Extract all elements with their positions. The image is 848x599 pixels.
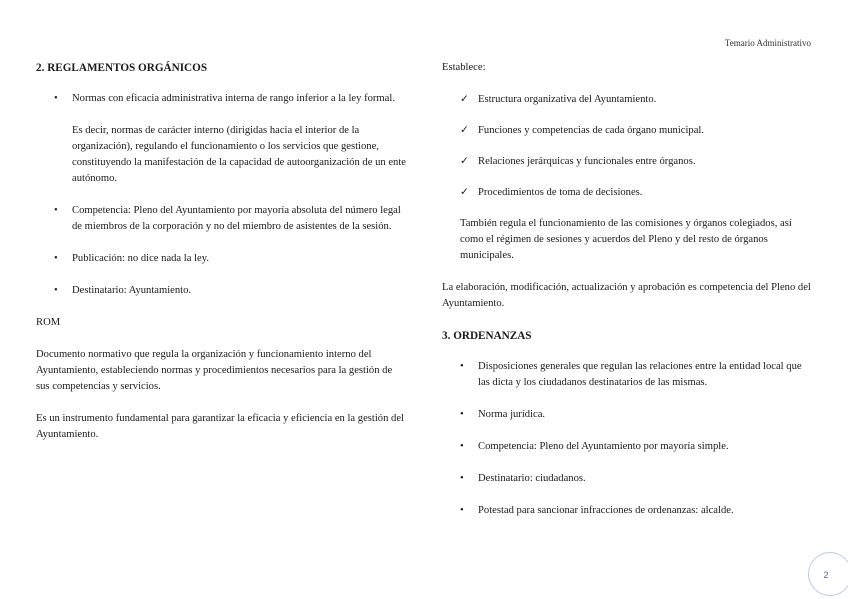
rom-paragraph: Es un instrumento fundamental para garantizar la eficacia y eficiencia en la gestión del Ayuntamiento. xyxy=(36,413,404,440)
section-heading-ordenanzas: 3. ORDENANZAS xyxy=(442,330,532,342)
ordenanzas-list xyxy=(442,359,812,519)
section-heading-reglamentos: 2. REGLAMENTOS ORGÁNICOS xyxy=(36,62,208,74)
page-number-badge xyxy=(808,552,848,596)
bullet-icon: • xyxy=(460,409,464,420)
list-item-text: Competencia: Pleno del Ayuntamiento por mayoría absoluta del número legal de miembros de la corporación y no del miembro de asistentes de la sesión. xyxy=(72,205,401,232)
reglamentos-list xyxy=(36,91,406,299)
check-icon: ✓ xyxy=(460,125,469,136)
list-item-text: Disposiciones generales que regulan las relaciones entre la entidad local que las dicta y los ciudadanos destinatarios de las mismas. xyxy=(478,361,802,388)
list-item-text: Norma jurídica. xyxy=(478,409,546,420)
list-item-text: Normas con eficacia administrativa interna de rango inferior a la ley formal. xyxy=(72,93,395,104)
running-header: Temario Administrativo xyxy=(724,38,811,48)
list-item xyxy=(36,91,406,187)
list-item xyxy=(442,439,812,455)
check-icon: ✓ xyxy=(460,156,469,167)
rom-label: ROM xyxy=(36,317,61,328)
establece-intro: Establece: xyxy=(442,62,486,73)
list-item xyxy=(442,359,812,391)
bullet-icon: • xyxy=(460,505,464,516)
list-item-text: Competencia: Pleno del Ayuntamiento por mayoría simple. xyxy=(478,441,729,452)
check-item-text: Estructura organizativa del Ayuntamiento. xyxy=(478,94,657,105)
left-column xyxy=(36,60,406,459)
bullet-icon: • xyxy=(54,253,58,264)
rom-paragraph: Documento normativo que regula la organización y funcionamiento interno del Ayuntamiento, estableciendo normas y procedimientos necesarios para la gestión de sus competencias y servicios. xyxy=(36,349,393,392)
bullet-icon: • xyxy=(460,473,464,484)
check-item-text: Funciones y competencias de cada órgano municipal. xyxy=(478,125,705,136)
elaboration-paragraph: La elaboración, modificación, actualización y aprobación es competencia del Pleno del Ayuntamiento. xyxy=(442,282,811,309)
check-item xyxy=(442,92,812,108)
check-item-text: Procedimientos de toma de decisiones. xyxy=(478,187,643,198)
check-icon: ✓ xyxy=(460,187,469,198)
right-column xyxy=(442,60,812,535)
also-regulates-paragraph: También regula el funcionamiento de las comisiones y órganos colegiados, así como el régimen de sesiones y acuerdos del Pleno y del resto de órganos municipales. xyxy=(460,218,792,261)
bullet-icon: • xyxy=(460,361,464,372)
list-item xyxy=(442,471,812,487)
page-number: 2 xyxy=(823,570,829,580)
list-item xyxy=(442,407,812,423)
check-item xyxy=(442,154,812,170)
check-item xyxy=(442,185,812,201)
bullet-icon: • xyxy=(54,285,58,296)
list-item xyxy=(36,203,406,235)
check-icon: ✓ xyxy=(460,94,469,105)
list-item-text: Destinatario: Ayuntamiento. xyxy=(72,285,192,296)
bullet-icon: • xyxy=(54,205,58,216)
list-item-text: Destinatario: ciudadanos. xyxy=(478,473,586,484)
establece-checklist xyxy=(442,92,812,201)
list-item xyxy=(36,283,406,299)
check-item xyxy=(442,123,812,139)
check-item-text: Relaciones jerárquicas y funcionales entre órganos. xyxy=(478,156,696,167)
list-item-text: Publicación: no dice nada la ley. xyxy=(72,253,209,264)
list-item-subtext: Es decir, normas de carácter interno (dirigidas hacia el interior de la organización), regulando el funcionamiento o los servicios que gestione, constituyendo la manifestación de la capacidad de autoorganización de un ente autónomo. xyxy=(72,125,406,184)
bullet-icon: • xyxy=(54,93,58,104)
bullet-icon: • xyxy=(460,441,464,452)
list-item-text: Potestad para sancionar infracciones de ordenanzas: alcalde. xyxy=(478,505,734,516)
list-item xyxy=(442,503,812,519)
list-item xyxy=(36,251,406,267)
